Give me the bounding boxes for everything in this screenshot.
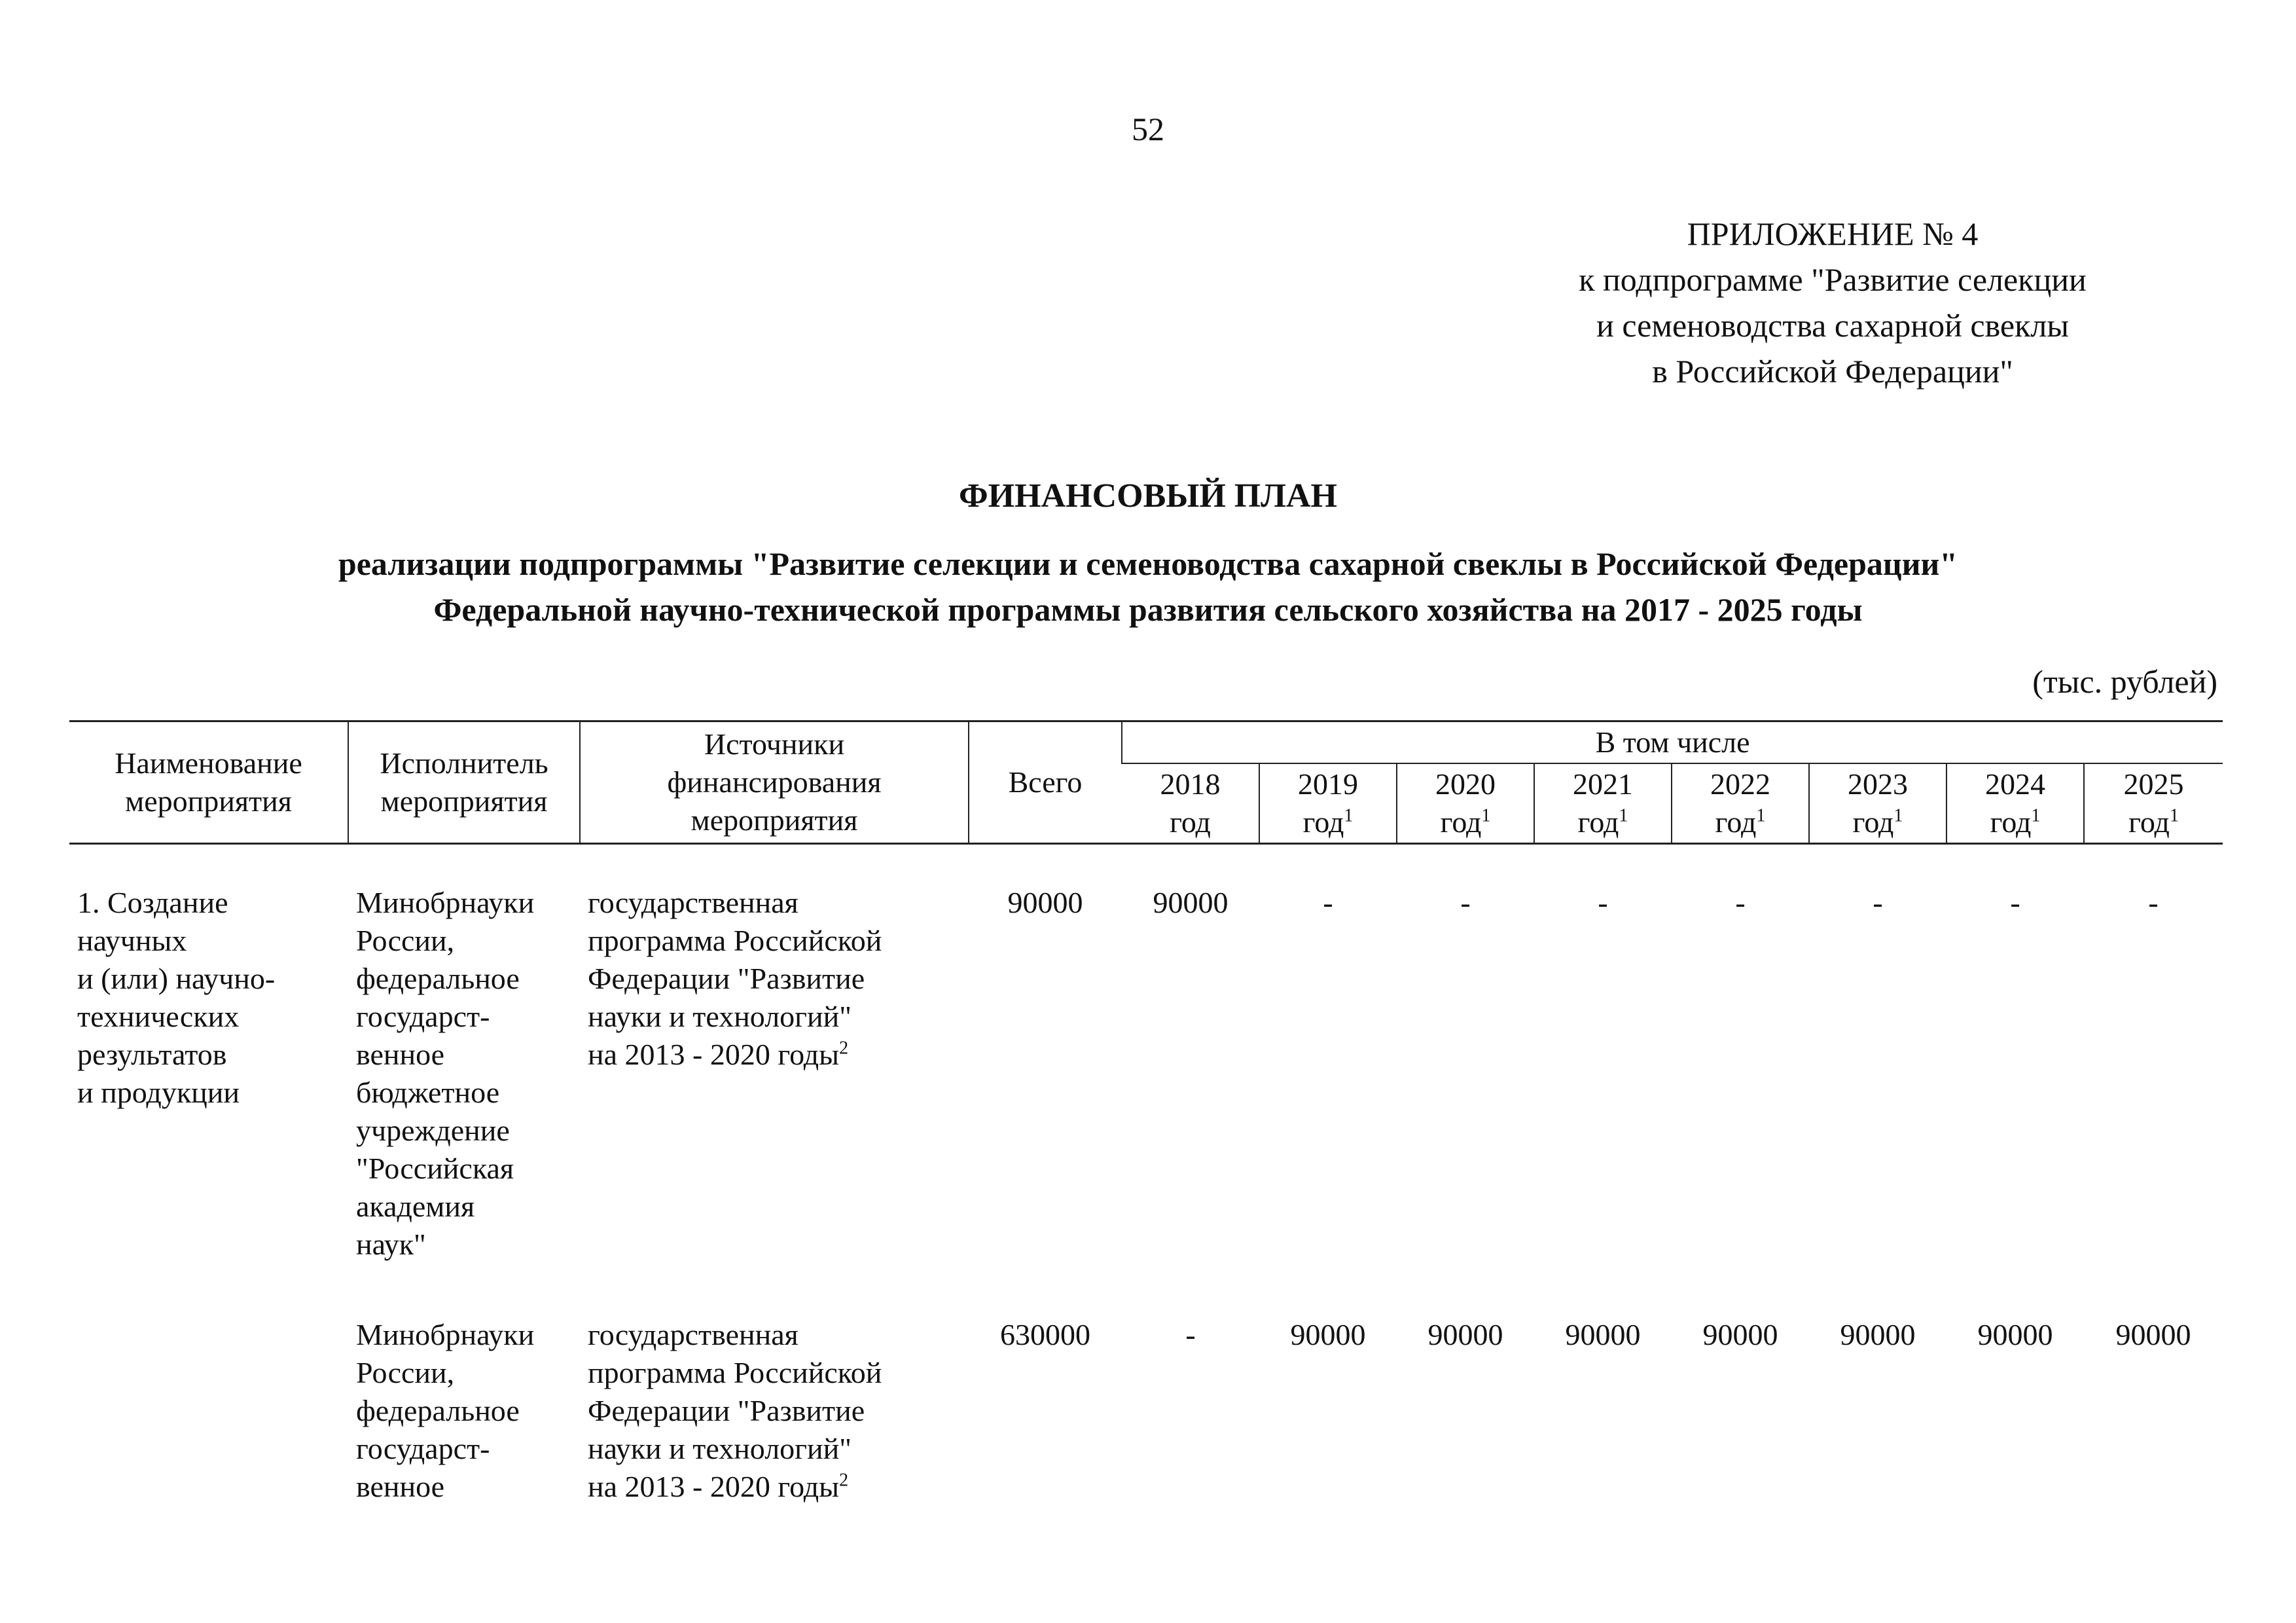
header-year-word-text: год: [1715, 805, 1757, 839]
row-value: -: [1460, 886, 1471, 919]
appendix-line: в Российской Федерации": [1652, 353, 2013, 390]
row-name: [69, 1316, 348, 1506]
footnote-mark: 2: [839, 1470, 849, 1491]
header-year-6: [1946, 763, 2084, 844]
footnote-mark: 1: [1481, 805, 1491, 826]
row-source: [580, 1316, 969, 1506]
header-year-0: [1122, 763, 1259, 844]
header-year-word-text: год: [1170, 805, 1211, 839]
header-year-word-text: год: [1852, 805, 1894, 839]
appendix-line: и семеноводства сахарной свеклы: [1596, 307, 2069, 344]
row-source: [580, 884, 969, 1264]
header-including: В том числе: [1122, 721, 2223, 764]
header-name: Наименование мероприятия: [69, 721, 348, 844]
footnote-mark: 1: [1893, 805, 1903, 826]
row-executor: Минобрнауки России, федеральное государст- венное бюджетное учреждение "Российская академия наук": [356, 886, 535, 1261]
appendix-line: ПРИЛОЖЕНИЕ № 4: [1687, 215, 1979, 252]
header-year-5: [1809, 763, 1946, 844]
header-year-number: 2022: [1710, 767, 1770, 801]
header-year-word: [1126, 803, 1255, 841]
row-source-text: государственная программа Российской Федерации "Развитие науки и технологий" на 2013 - 2020 годы: [588, 1318, 882, 1503]
row-value: -: [1323, 886, 1333, 919]
row-value: 90000: [1840, 1318, 1916, 1351]
header-year-word: [1401, 803, 1530, 841]
header-year-number: 2024: [1985, 767, 2045, 801]
header-year-number: 2018: [1160, 767, 1221, 801]
row-value: 90000: [2115, 1318, 2191, 1351]
financial-plan-table: [69, 720, 2223, 1506]
footnote-mark: 1: [2169, 805, 2179, 826]
header-year-word-text: год: [1990, 805, 2032, 839]
row-value: 90000: [1427, 1318, 1503, 1351]
header-executor: Исполнитель мероприятия: [348, 721, 580, 844]
header-year-7: [2084, 763, 2223, 844]
header-year-word-text: год: [1302, 805, 1344, 839]
page-number: 52: [1132, 111, 1164, 147]
header-year-word-text: год: [2128, 805, 2170, 839]
row-value: 90000: [1153, 886, 1229, 919]
row-value: -: [1598, 886, 1608, 919]
header-year-word: [1951, 803, 2079, 841]
header-total: Всего: [969, 721, 1122, 844]
header-year-word-text: год: [1577, 805, 1619, 839]
header-year-number: 2020: [1435, 767, 1496, 801]
header-sources: Источники финансирования мероприятия: [580, 721, 969, 844]
header-year-word: [2089, 803, 2219, 841]
appendix-header: [1466, 211, 2199, 394]
header-year-number: 2021: [1573, 767, 1633, 801]
header-year-2: [1397, 763, 1534, 844]
row-source-text: государственная программа Российской Федерации "Развитие науки и технологий" на 2013 - 2020 годы: [588, 886, 882, 1071]
header-year-number: 2023: [1848, 767, 1908, 801]
header-year-word: [1676, 803, 1804, 841]
header-year-word: [1264, 803, 1392, 841]
subtitle-line: реализации подпрограммы "Развитие селекции и семеноводства сахарной свеклы в Российской Федерации": [338, 545, 1958, 582]
footnote-mark: 1: [2031, 805, 2041, 826]
header-year-4: [1672, 763, 1809, 844]
row-value: -: [1185, 1318, 1196, 1351]
row-total: 630000: [1000, 1318, 1090, 1351]
row-value: 90000: [1977, 1318, 2053, 1351]
row-executor: Минобрнауки России, федеральное государст- венное: [356, 1318, 535, 1503]
row-value: 90000: [1290, 1318, 1366, 1351]
document-subtitle: [0, 541, 2296, 632]
footnote-mark: 1: [1344, 805, 1354, 826]
appendix-line: к подпрограмме "Развитие селекции: [1579, 261, 2087, 298]
footnote-mark: 1: [1756, 805, 1766, 826]
row-value: -: [1873, 886, 1883, 919]
header-year-number: 2025: [2123, 767, 2184, 801]
row-value: -: [2010, 886, 2020, 919]
row-value: 90000: [1565, 1318, 1641, 1351]
row-value: -: [2148, 886, 2159, 919]
header-year-word: [1814, 803, 1942, 841]
header-year-1: [1259, 763, 1397, 844]
footnote-mark: 1: [1619, 805, 1628, 826]
table-row: [69, 1316, 2223, 1506]
header-year-word-text: год: [1440, 805, 1482, 839]
row-name: 1. Создание научных и (или) научно- технических результатов и продукции: [77, 886, 276, 1109]
table-row: [69, 884, 2223, 1264]
row-value: 90000: [1702, 1318, 1778, 1351]
header-year-3: [1534, 763, 1672, 844]
footnote-mark: 2: [839, 1038, 849, 1059]
header-year-word: [1539, 803, 1667, 841]
document-title: ФИНАНСОВЫЙ ПЛАН: [959, 477, 1337, 515]
header-year-number: 2019: [1298, 767, 1358, 801]
row-total: 90000: [1007, 886, 1083, 919]
row-value: -: [1735, 886, 1746, 919]
subtitle-line: Федеральной научно-технической программы развития сельского хозяйства на 2017 - 2025 годы: [433, 591, 1863, 628]
units-label: (тыс. рублей): [2032, 663, 2217, 700]
